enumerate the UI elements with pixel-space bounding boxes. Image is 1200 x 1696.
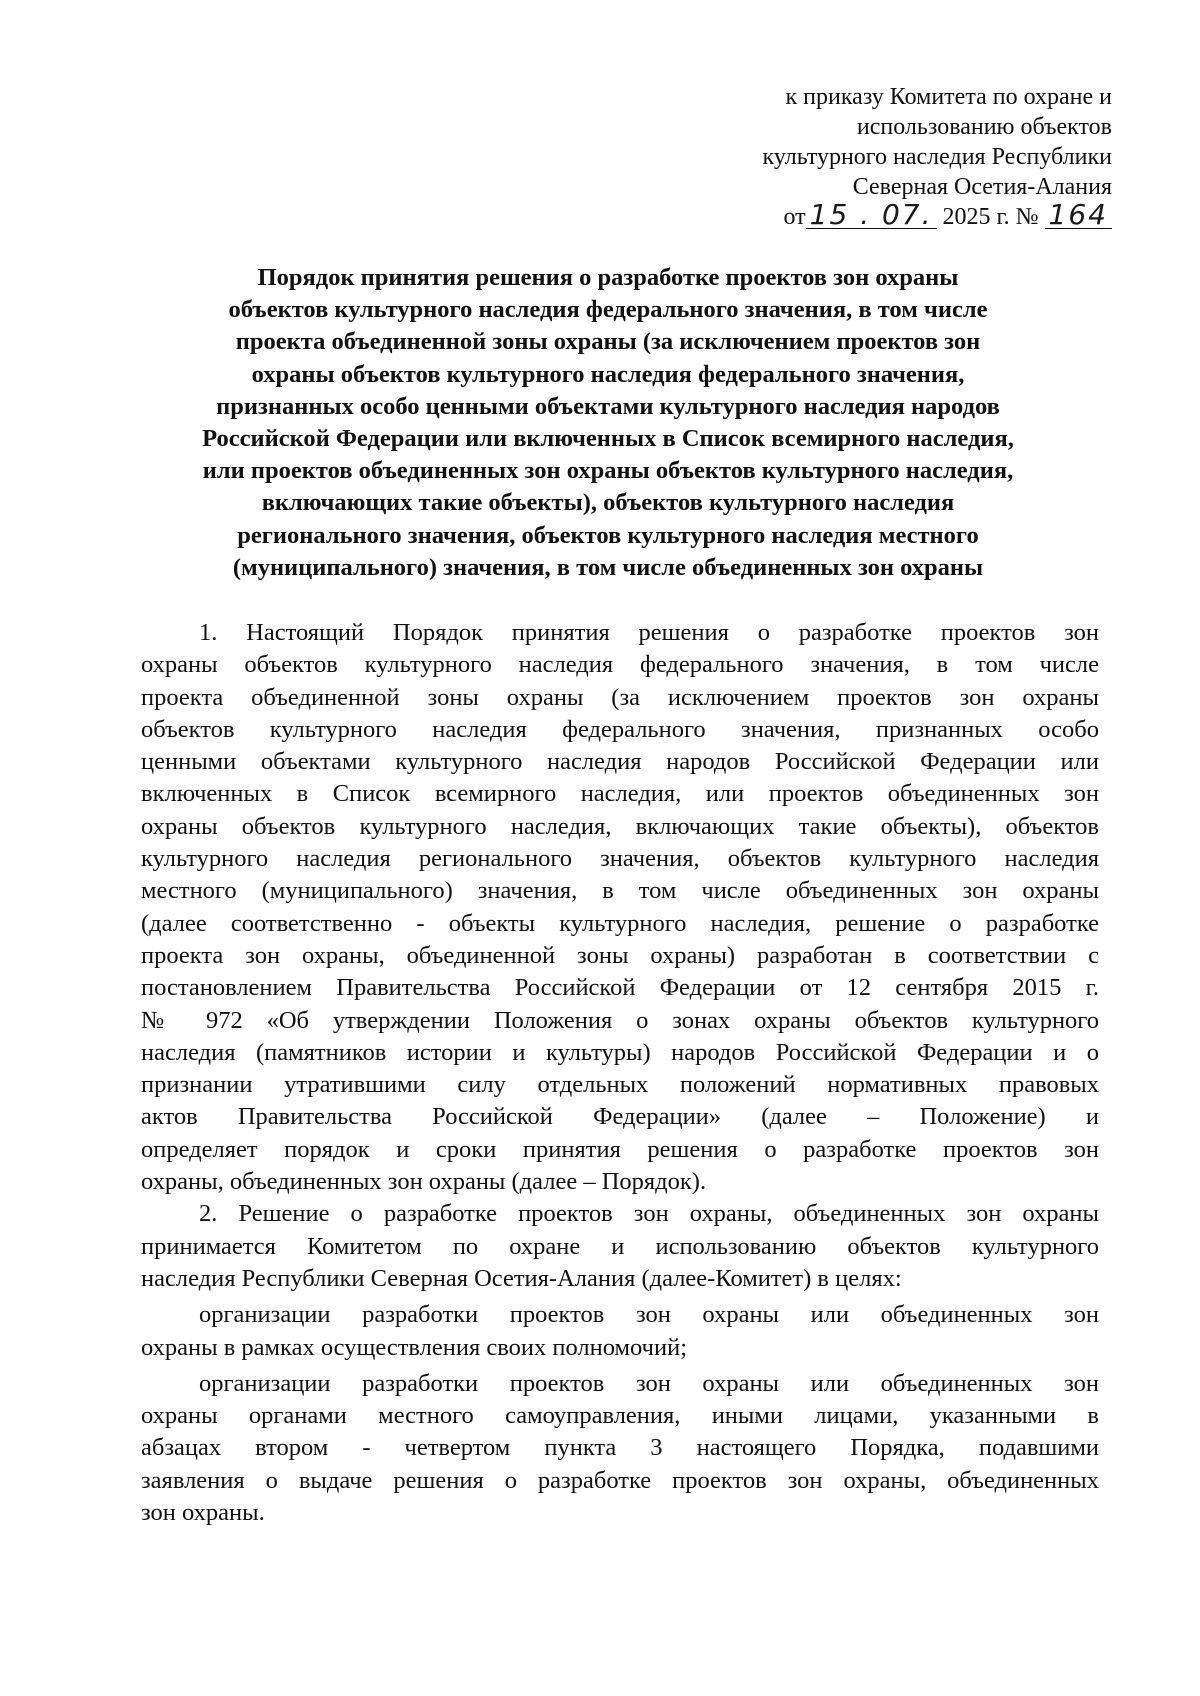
title-line: (муниципального) значения, в том числе объединенных зон охраны <box>232 553 984 581</box>
year-and-number-label: 2025 г. № <box>942 204 1039 230</box>
text-line: 2. Решение о разработке проектов зон охраны, объединенных зон охраны <box>199 1200 1099 1228</box>
text-line: объектов культурного наследия федерального значения, признанных особо <box>141 715 1099 743</box>
text-line: проекта зон охраны, объединенной зоны охраны) разработан в соответствии с <box>141 941 1099 969</box>
title-line: объектов культурного наследия федерального значения, в том числе <box>228 296 988 324</box>
text-line: охраны объектов культурного наследия, включающих такие объекты), объектов <box>141 812 1099 840</box>
text-line: местного (муниципального) значения, в том числе объединенных зон охраны <box>141 877 1099 905</box>
title-line: регионального значения, объектов культурного наследия местного <box>237 521 979 549</box>
header-line: к приказу Комитета по охране и <box>785 84 1112 110</box>
paragraph-1 <box>141 617 1099 1198</box>
text-line: 1. Настоящий Порядок принятия решения о разработке проектов зон <box>199 619 1099 646</box>
text-line: зон охраны. <box>141 1499 265 1527</box>
handwritten-order-number: 164 <box>1045 202 1112 229</box>
text-line: охраны в рамках осуществления своих полномочий; <box>141 1333 688 1361</box>
paragraph-4 <box>141 1368 1099 1529</box>
title-line: охраны объектов культурного наследия федерального значения, <box>251 360 965 388</box>
paragraph-3 <box>141 1299 1099 1364</box>
text-line: (далее соответственно - объекты культурного наследия, решение о разработке <box>141 909 1099 937</box>
text-line: включенных в Список всемирного наследия, или проектов объединенных зон <box>141 780 1099 808</box>
document-body <box>141 617 1099 1529</box>
header-line: использованию объектов <box>856 114 1112 140</box>
title-line: или проектов объединенных зон охраны объектов культурного наследия, <box>202 457 1014 485</box>
text-line: охраны органами местного самоуправления, иными лицами, указанными в <box>141 1402 1099 1430</box>
text-line: культурного наследия регионального значения, объектов культурного наследия <box>141 845 1099 873</box>
document-title <box>130 262 1086 584</box>
text-line: охраны объектов культурного наследия федерального значения, в том числе <box>141 651 1099 679</box>
text-line: организации разработки проектов зон охраны или объединенных зон <box>199 1301 1099 1329</box>
order-date-line <box>632 198 1112 232</box>
handwritten-date: 15 . 07. <box>806 202 937 229</box>
title-line: признанных особо ценными объектами культурного наследия народов <box>216 392 1000 420</box>
text-line: абзацах втором - четвертом пункта 3 настоящего Порядка, подавшими <box>141 1434 1099 1462</box>
text-line: актов Правительства Российской Федерации» (далее – Положение) и <box>141 1103 1099 1131</box>
text-line: организации разработки проектов зон охраны или объединенных зон <box>199 1369 1099 1397</box>
text-line: заявления о выдаче решения о разработке проектов зон охраны, объединенных <box>141 1466 1099 1494</box>
order-reference-header <box>632 82 1112 232</box>
text-line: признании утратившими силу отдельных положений нормативных правовых <box>141 1071 1099 1099</box>
header-line: Северная Осетия-Алания <box>852 174 1112 200</box>
text-line: наследия (памятников истории и культуры) народов Российской Федерации и о <box>141 1038 1099 1066</box>
text-line: № 972 «Об утверждении Положения о зонах охраны объектов культурного <box>141 1006 1099 1034</box>
title-line: Порядок принятия решения о разработке проектов зон охраны <box>257 264 959 291</box>
text-line: постановлением Правительства Российской Федерации от 12 сентября 2015 г. <box>141 974 1099 1002</box>
text-line: ценными объектами культурного наследия народов Российской Федерации или <box>141 748 1099 776</box>
text-line: наследия Республики Северная Осетия-Алания (далее-Комитет) в целях: <box>141 1264 902 1292</box>
text-line: охраны, объединенных зон охраны (далее – Порядок). <box>141 1168 707 1196</box>
title-line: включающих такие объекты), объектов культурного наследия <box>261 489 955 517</box>
text-line: определяет порядок и сроки принятия решения о разработке проектов зон <box>141 1135 1099 1163</box>
title-line: Российской Федерации или включенных в Список всемирного наследия, <box>202 425 1014 453</box>
text-line: проекта объединенной зоны охраны (за исключением проектов зон охраны <box>141 683 1099 711</box>
paragraph-2 <box>141 1198 1099 1295</box>
date-prefix: от <box>783 204 806 230</box>
header-line: культурного наследия Республики <box>762 144 1112 170</box>
text-line: принимается Комитетом по охране и использованию объектов культурного <box>141 1232 1099 1260</box>
title-line: проекта объединенной зоны охраны (за исключением проектов зон <box>235 328 981 356</box>
